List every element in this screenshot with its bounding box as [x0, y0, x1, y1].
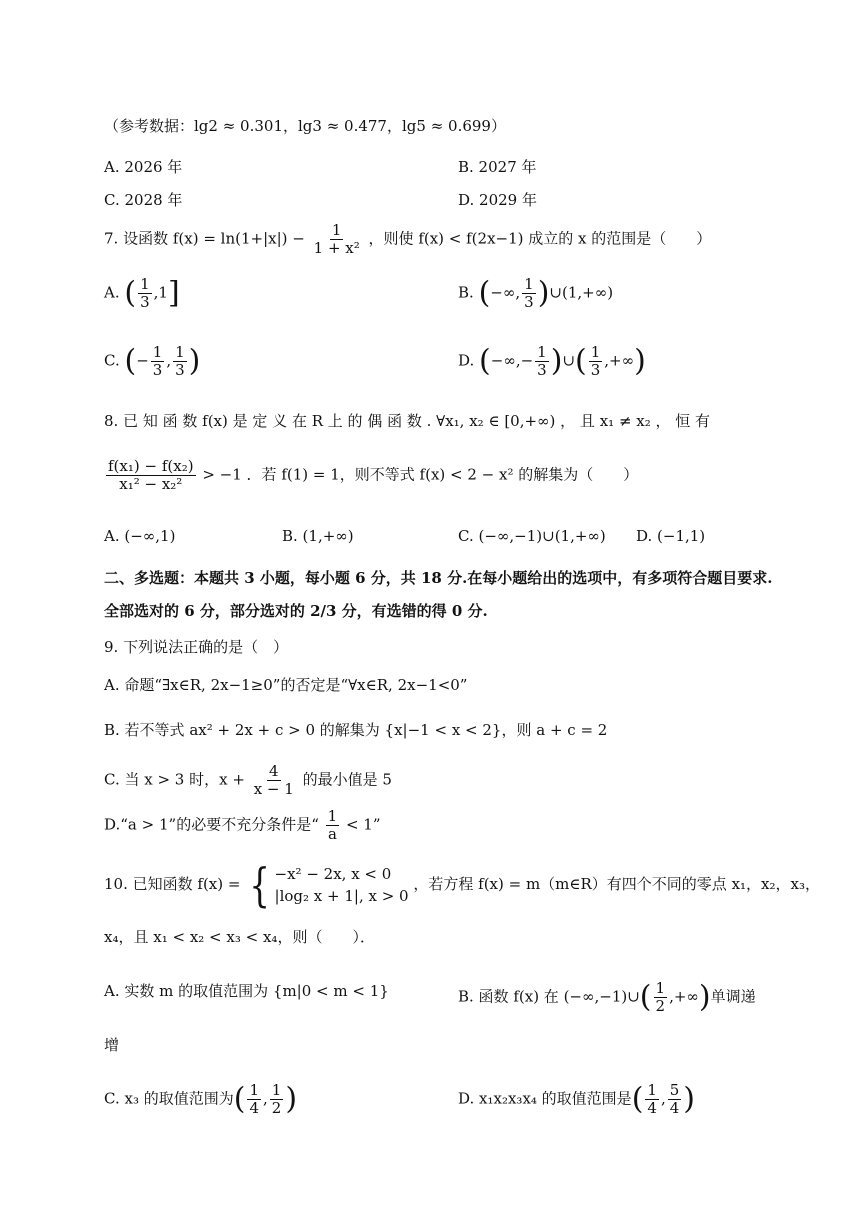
q10-stem-line2: x₄，且 x₁ < x₂ < x₃ < x₄，则（ ）．	[104, 928, 375, 946]
q7-option-c[interactable]: C. (− $\frac{1}{3}$ , $\frac{1}{3}$ )	[104, 343, 201, 379]
q9-option-c[interactable]: C. 当 x > 3 时，x + $\frac{4}{x - 1}$ 的最小值是 5	[104, 762, 392, 798]
q9-option-a[interactable]: A. 命题“∃x∈R, 2x−1≥0”的否定是“∀x∈R, 2x−1<0”	[104, 676, 468, 694]
q10-option-b-wrap: 增	[104, 1036, 120, 1054]
section2-heading-line2: 全部选对的 6 分，部分选对的 2/3 分，有选错的得 0 分.	[104, 602, 488, 620]
q10-option-b[interactable]: B. 函数 f(x) 在 (−∞,−1)∪( $\frac{1}{2}$ ,+∞)单调递	[458, 979, 756, 1015]
q8-option-d[interactable]: D. (−1,1)	[636, 527, 706, 545]
q7-option-a[interactable]: A. ( $\frac{1}{3}$ ,1]	[104, 275, 180, 311]
q8-option-b[interactable]: B. (1,+∞)	[282, 527, 354, 545]
q7-stem: 7. 设函数 f(x) = ln(1+|x|) − $\frac{1}{\text{1 + x²}}$ ，则使 f(x) < f(2x−1) 成立的 x 的范围是（ ）	[104, 221, 712, 257]
q8-option-c[interactable]: C. (−∞,−1)∪(1,+∞)	[458, 527, 606, 545]
q8-stem-line1: 8. 已 知 函 数 f(x) 是 定 义 在 R 上 的 偶 函 数 . ∀x₁, x₂ ∈ [0,+∞) ， 且 x₁ ≠ x₂ ， 恒 有	[104, 412, 711, 430]
q9-option-b[interactable]: B. 若不等式 ax² + 2x + c > 0 的解集为 {x|−1 < x < 2}，则 a + c = 2	[104, 721, 608, 739]
q6-option-d[interactable]: D. 2029 年	[458, 191, 537, 209]
q10-option-c[interactable]: C. x₃ 的取值范围为( $\frac{1}{4}$ , $\frac{1}{2}$ )	[104, 1081, 298, 1117]
q8-stem-line2: $\frac{\text{f(x₁) − f(x₂)}}{\text{x₁² − x₂²}}$ > −1 ．若 f(1) = 1，则不等式 f(x) < 2 − x² 的解集为（ ）	[108, 457, 639, 493]
q7-option-b[interactable]: B. (−∞, $\frac{1}{3}$ )∪(1,+∞)	[458, 275, 614, 311]
q7-fraction: $\frac{1}{\text{1 + x²}}$	[313, 221, 360, 257]
q8-option-a[interactable]: A. (−∞,1)	[104, 527, 176, 545]
reference-data: （参考数据：lg2 ≈ 0.301，lg3 ≈ 0.477，lg5 ≈ 0.699）	[104, 117, 506, 135]
q10-piecewise: −x² − 2x, x < 0 |log₂ x + 1|, x > 0	[274, 865, 409, 905]
q10-stem: 10. 已知函数 f(x) = { −x² − 2x, x < 0 |log₂ x + 1|, x > 0 ，若方程 f(x) = m（m∈R）有四个不同的零点 x₁，x₂，x₃，	[104, 858, 820, 912]
q6-option-b[interactable]: B. 2027 年	[458, 158, 537, 176]
section2-heading-line1: 二、多选题：本题共 3 小题，每小题 6 分，共 18 分.在每小题给出的选项中，有多项符合题目要求.	[104, 569, 773, 587]
q6-option-a[interactable]: A. 2026 年	[104, 158, 183, 176]
q9-stem: 9. 下列说法正确的是（ ）	[104, 638, 289, 656]
q7-option-d[interactable]: D. (−∞,− $\frac{1}{3}$ )∪( $\frac{1}{3}$ ,+∞)	[458, 343, 646, 379]
q9-option-d[interactable]: D.“a > 1”的必要不充分条件是“ $\frac{1}{a}$ < 1”	[104, 807, 381, 843]
q10-option-a[interactable]: A. 实数 m 的取值范围为 {m|0 < m < 1}	[104, 982, 389, 1000]
q8-fraction: $\frac{\text{f(x₁) − f(x₂)}}{\text{x₁² − x₂²}}$	[108, 457, 194, 493]
q10-option-d[interactable]: D. x₁x₂x₃x₄ 的取值范围是( $\frac{1}{4}$ , $\frac{5}{4}$ )	[458, 1081, 695, 1117]
q6-option-c[interactable]: C. 2028 年	[104, 191, 183, 209]
